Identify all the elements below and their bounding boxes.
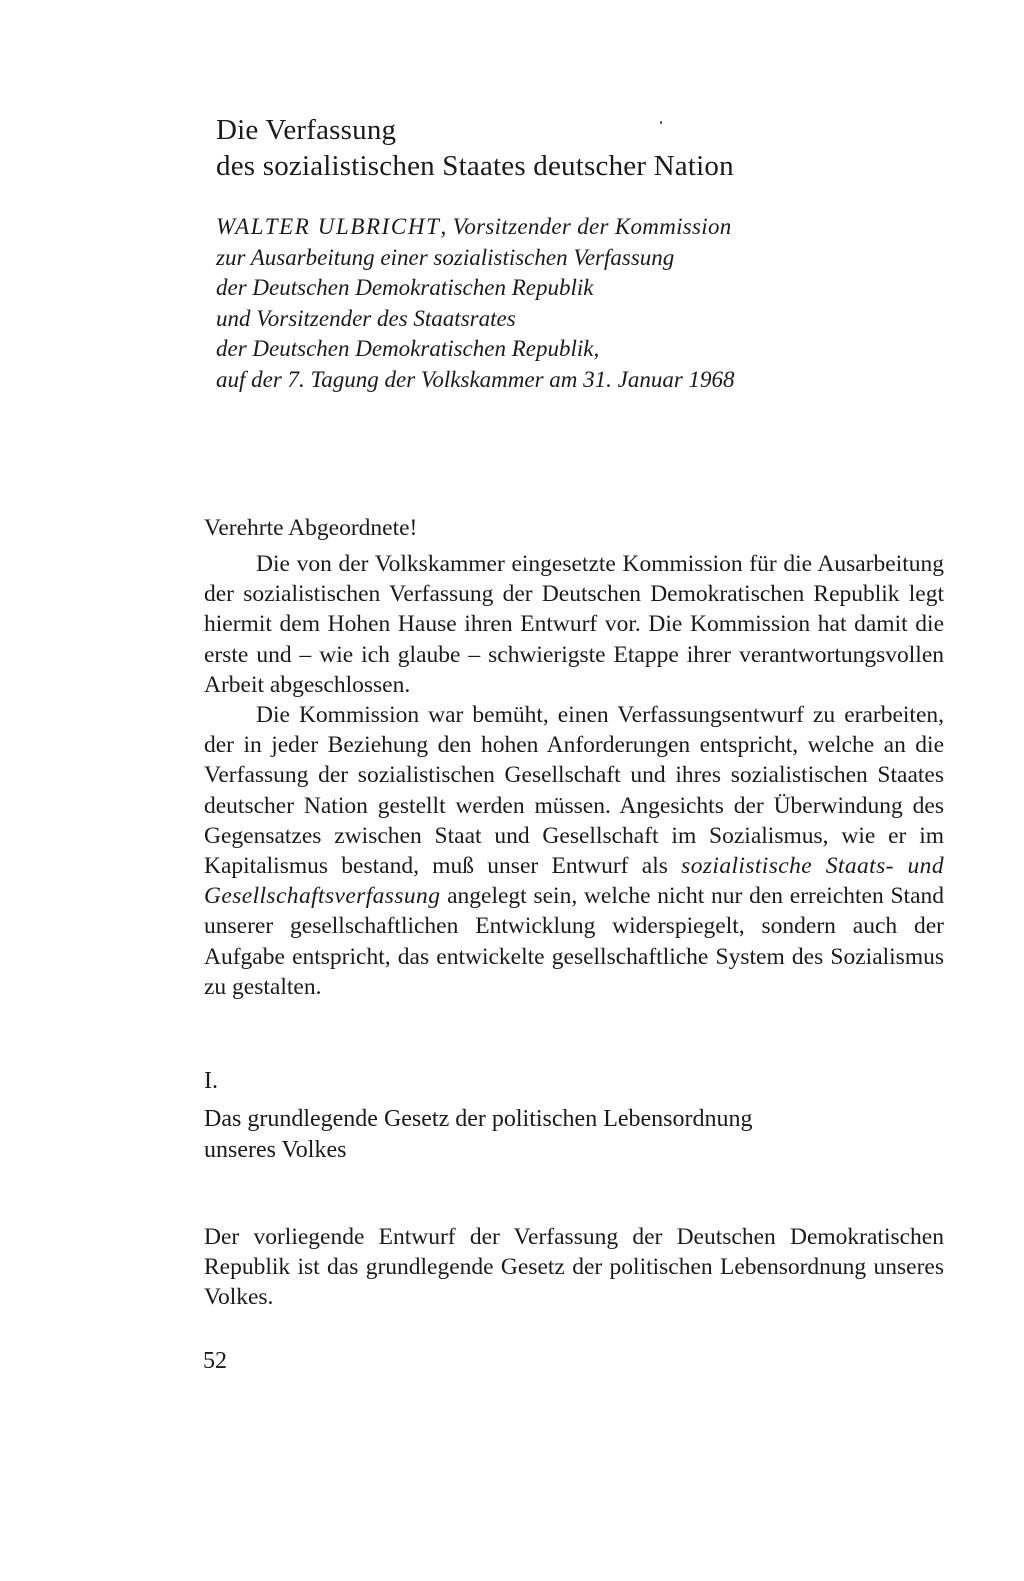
title-line-1: Die Verfassung bbox=[216, 114, 397, 146]
page-number: 52 bbox=[203, 1348, 227, 1374]
section-paragraph: Der vorliegende Entwurf der Verfassung der Deutschen Demokratischen Republik ist das grundlegende Gesetz der politischen Lebensordnung unseres Volkes. bbox=[204, 1224, 944, 1311]
byline bbox=[216, 212, 735, 395]
section-heading-line-1: Das grundlegende Gesetz der politischen Lebensordnung bbox=[204, 1106, 753, 1132]
section-heading-line-2: unseres Volkes bbox=[204, 1137, 347, 1163]
section-number: I. bbox=[204, 1068, 218, 1094]
salutation: Verehrte Abgeordnete! bbox=[204, 515, 418, 541]
byline-line-5: der Deutschen Demokratischen Republik, bbox=[216, 336, 600, 361]
document-title bbox=[216, 112, 734, 184]
paragraph-2-text-a: Die Kommission war bemüht, einen Verfassungsentwurf zu erarbeiten, der in jeder Beziehung den hohen Anforderungen entspricht, welche an die Verfassung der sozialistischen Gesellschaft und ihres sozialistischen Staates deutscher Nation gestellt werden müssen. Angesichts der Überwindung des Gegensatzes zwischen Staat und Gesellschaft im Sozialismus, wie er im Kapitalismus bestand, muß unser Entwurf als bbox=[204, 702, 944, 880]
paragraph-2-text-b: angelegt sein, welche nicht nur den erreichten Stand unserer gesellschaftlichen Entwicklung widerspiegelt, sondern auch der Aufgabe entspricht, das entwickelte gesellschaftliche System des Sozialismus zu gestalten. bbox=[204, 883, 944, 1000]
byline-line-2: zur Ausarbeitung einer sozialistischen Verfassung bbox=[216, 244, 675, 270]
body-text bbox=[204, 549, 944, 1002]
section-heading bbox=[204, 1104, 753, 1166]
paragraph-2-emphasis: sozialistische Staats- und Gesellschaftsverfassung bbox=[204, 853, 944, 910]
byline-line-1: , Vorsitzender der Kommission bbox=[440, 214, 732, 239]
paragraph-2 bbox=[204, 700, 944, 1002]
paragraph-1: Die von der Volkskammer eingesetzte Kommission für die Ausarbeitung der sozialistischen Verfassung der Deutschen Demokratischen Republik legt hiermit dem Hohen Hause ihren Entwurf vor. Die Kommission hat damit die erste und – wie ich glaube – schwierigste Etappe ihrer verantwortungsvollen Arbeit abgeschlossen. bbox=[204, 551, 944, 698]
byline-line-3: der Deutschen Demokratischen Republik bbox=[216, 275, 594, 300]
author-name: WALTER ULBRICHT bbox=[216, 214, 441, 239]
section-body bbox=[204, 1222, 944, 1313]
byline-line-4: und Vorsitzender des Staatsrates bbox=[216, 305, 516, 331]
print-speck bbox=[660, 121, 662, 124]
byline-line-6: auf der 7. Tagung der Volkskammer am 31. Januar 1968 bbox=[216, 366, 735, 392]
title-line-2: des sozialistischen Staates deutscher Nation bbox=[216, 150, 734, 182]
